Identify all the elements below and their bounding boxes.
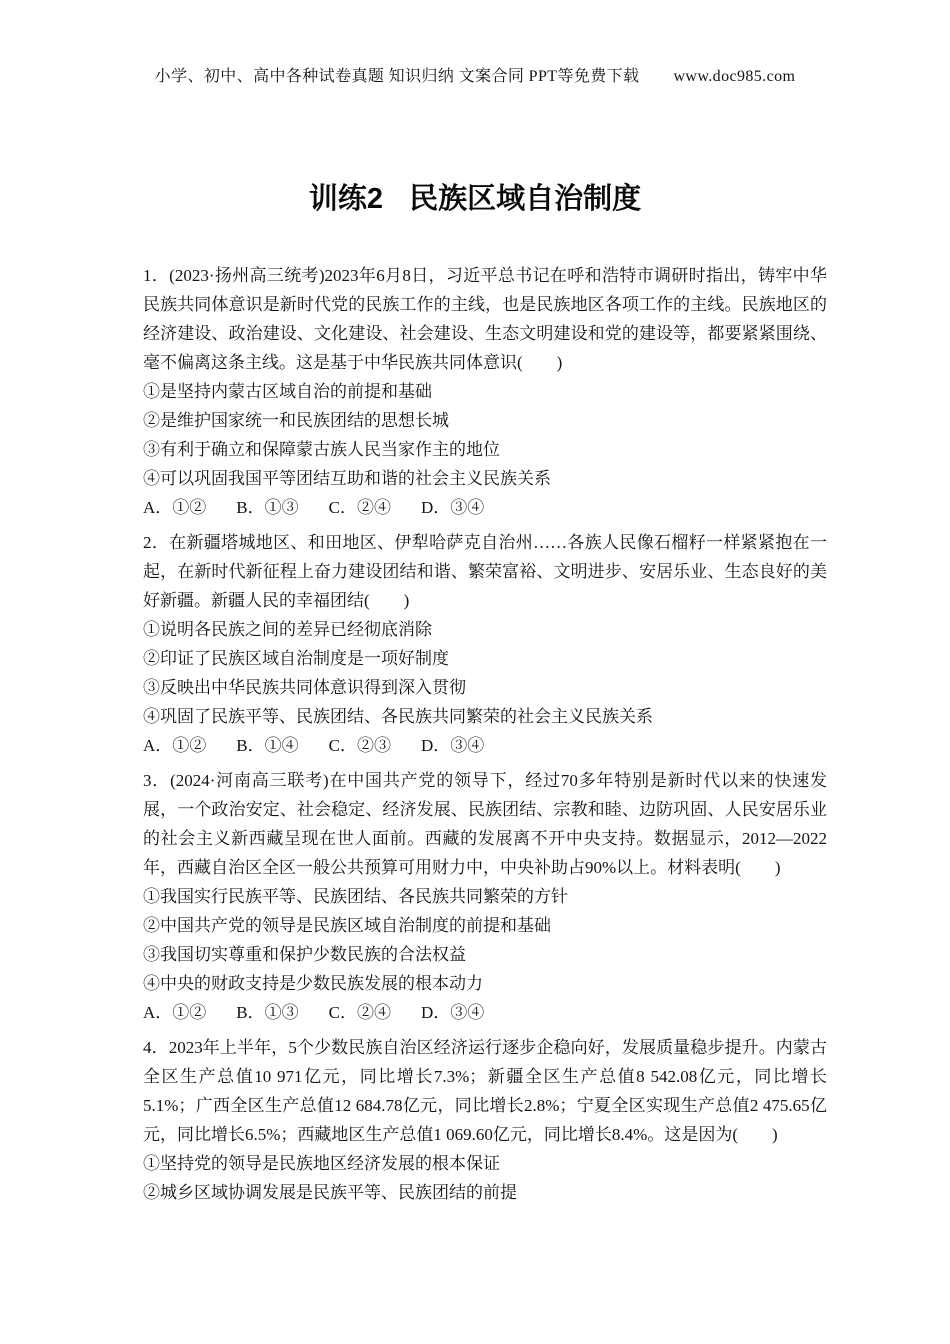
doc-title-text: 民族区域自治制度 [409, 183, 642, 215]
question-1-answer-choices [143, 493, 827, 522]
question-3-choice-d: D．③④ [420, 1003, 485, 1022]
question-2-choice-b: B．①④ [236, 736, 299, 755]
question-2 [143, 528, 827, 760]
question-1-choice-a: A．①② [143, 498, 207, 517]
question-2-option-3: ③反映出中华民族共同体意识得到深入贯彻 [143, 678, 466, 697]
header-url: www.doc985.com [673, 68, 796, 85]
question-3-option-2: ②中国共产党的领导是民族区域自治制度的前提和基础 [143, 916, 551, 935]
question-3-option-4: ④中央的财政支持是少数民族发展的根本动力 [143, 974, 483, 993]
question-1-choice-b: B．①③ [236, 498, 299, 517]
question-1 [143, 261, 827, 522]
question-3-choice-c: C．②④ [328, 1003, 391, 1022]
question-2-option-4: ④巩固了民族平等、民族团结、各民族共同繁荣的社会主义民族关系 [143, 707, 653, 726]
question-3-answer-choices [143, 998, 827, 1027]
question-2-option-1: ①说明各民族之间的差异已经彻底消除 [143, 620, 432, 639]
question-4 [143, 1033, 827, 1207]
question-4-stem: 4．2023年上半年，5个少数民族自治区经济运行逐步企稳向好，发展质量稳步提升。内蒙古全区生产总值10 971亿元，同比增长7.3%；新疆全区生产总值8 542.08亿元，同比增长5.1%；广西全区生产总值12 684.78亿元，同比增长2.8%；宁夏全区实现生产总值2 475.65亿元，同比增长6.5%；西藏地区生产总值1 069.60亿元，同比增长8.4%。这是因为( ) [143, 1038, 827, 1144]
doc-title [0, 176, 950, 217]
question-2-choice-c: C．②③ [328, 736, 391, 755]
question-1-option-2: ②是维护国家统一和民族团结的思想长城 [143, 411, 449, 430]
page-header [0, 63, 950, 86]
doc-title-number: 训练2 [308, 183, 384, 215]
question-1-choice-d: D．③④ [420, 498, 485, 517]
question-4-option-1: ①坚持党的领导是民族地区经济发展的根本保证 [143, 1154, 500, 1173]
question-list [143, 261, 827, 1207]
question-3-choice-b: B．①③ [236, 1003, 299, 1022]
question-2-choice-a: A．①② [143, 736, 207, 755]
question-2-answer-choices [143, 731, 827, 760]
question-1-stem: 1．(2023·扬州高三统考)2023年6月8日，习近平总书记在呼和浩特市调研时指出，铸牢中华民族共同体意识是新时代党的民族工作的主线，也是民族地区各项工作的主线。民族地区的经济建设、政治建设、文化建设、社会建设、生态文明建设和党的建设等，都要紧紧围绕、毫不偏离这条主线。这是基于中华民族共同体意识( ) [143, 266, 827, 372]
question-2-option-2: ②印证了民族区域自治制度是一项好制度 [143, 649, 449, 668]
question-2-choice-d: D．③④ [420, 736, 485, 755]
question-1-option-1: ①是坚持内蒙古区域自治的前提和基础 [143, 382, 432, 401]
question-3-option-1: ①我国实行民族平等、民族团结、各民族共同繁荣的方针 [143, 887, 568, 906]
question-3-option-3: ③我国切实尊重和保护少数民族的合法权益 [143, 945, 466, 964]
question-2-stem: 2．在新疆塔城地区、和田地区、伊犁哈萨克自治州……各族人民像石榴籽一样紧紧抱在一起，在新时代新征程上奋力建设团结和谐、繁荣富裕、文明进步、安居乐业、生态良好的美好新疆。新疆人民的幸福团结( ) [143, 533, 827, 610]
question-3-choice-a: A．①② [143, 1003, 207, 1022]
question-4-option-2: ②城乡区域协调发展是民族平等、民族团结的前提 [143, 1183, 517, 1202]
question-3 [143, 766, 827, 1027]
question-1-option-3: ③有利于确立和保障蒙古族人民当家作主的地位 [143, 440, 500, 459]
question-1-choice-c: C．②④ [328, 498, 391, 517]
question-1-option-4: ④可以巩固我国平等团结互助和谐的社会主义民族关系 [143, 469, 551, 488]
header-tagline: 小学、初中、高中各种试卷真题 知识归纳 文案合同 PPT等免费下载 [154, 68, 640, 85]
question-3-stem: 3．(2024·河南高三联考)在中国共产党的领导下，经过70多年特别是新时代以来的快速发展，一个政治安定、社会稳定、经济发展、民族团结、宗教和睦、边防巩固、人民安居乐业的社会主义新西藏呈现在世人面前。西藏的发展离不开中央支持。数据显示，2012—2022年，西藏自治区全区一般公共预算可用财力中，中央补助占90%以上。材料表明( ) [143, 771, 827, 877]
